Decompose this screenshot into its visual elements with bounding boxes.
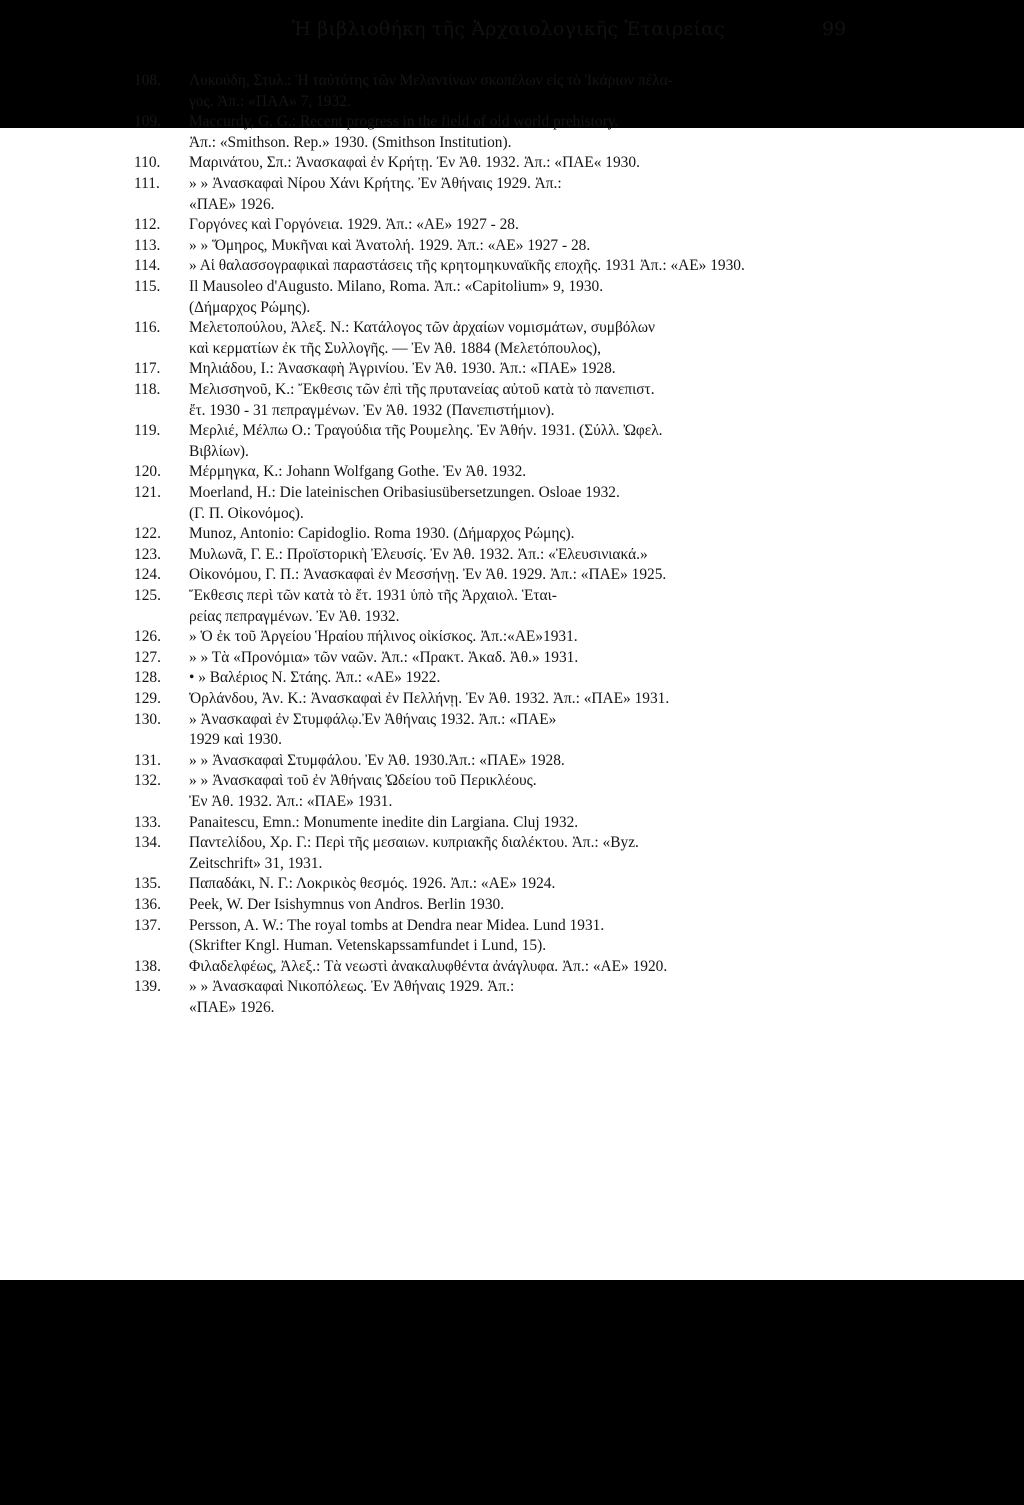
entry-line: «ΠΑΕ» 1926. <box>189 195 275 213</box>
entry-line: Βιβλίων). <box>189 442 249 460</box>
entry-number: 114. <box>134 257 161 275</box>
entry-text <box>189 524 889 545</box>
entry-line: Οἰκονόμου, Γ. Π.: Ἀνασκαφαὶ ἐν Μεσσήνῃ. Ἐν Ἀθ. 1929. Ἀπ.: «ΠΑΕ» 1925. <box>189 566 667 584</box>
entry-text <box>189 565 889 586</box>
entry-number: 129. <box>134 690 161 707</box>
entry-text <box>189 771 889 812</box>
entry-text <box>189 71 889 112</box>
entry-line: Μέρμηγκα, Κ.: Johann Wolfgang Gothe. Ἐν Ἀθ. 1932. <box>189 463 527 481</box>
entry-number: 139. <box>134 978 161 996</box>
entry-line: Μυλωνᾶ, Γ. Ε.: Προϊστορικὴ Ἐλευσίς. Ἐν Ἀθ. 1932. Ἀπ.: «Ἐλευσινιακά.» <box>189 545 648 563</box>
entry-text <box>189 895 889 916</box>
entry-line: Μελισσηνοῦ, Κ.: Ἔκθεσις τῶν ἐπὶ τῆς πρυτανείας αὐτοῦ κατὰ τὸ πανεπιστ. <box>189 381 655 398</box>
entry-line: Ἔκθεσις περὶ τῶν κατὰ τὸ ἔτ. 1931 ὑπὸ τῆς Ἀρχαιολ. Ἑται- <box>189 587 557 604</box>
entry-line: Μηλιάδου, Ι.: Ἀνασκαφὴ Ἀγρινίου. Ἐν Ἀθ. 1930. Ἀπ.: «ΠΑΕ» 1928. <box>189 360 616 378</box>
entry-number: 121. <box>134 484 161 501</box>
entry-text <box>189 421 889 462</box>
entry-line: » » Ἀνασκαφαὶ Νίρου Χάνι Κρήτης. Ἐν Ἀθήναις 1929. Ἀπ.: <box>189 175 562 192</box>
entry-text <box>189 112 889 153</box>
entry-line: Φιλαδελφέως, Ἀλεξ.: Τὰ νεωστὶ ἀνακαλυφθέντα ἀνάγλυφα. Ἀπ.: «ΑΕ» 1920. <box>189 957 668 975</box>
entry-number: 132. <box>134 772 161 790</box>
entry-number: 125. <box>134 587 161 604</box>
entry-number: 108. <box>134 72 161 89</box>
entry-text <box>189 689 889 710</box>
entry-text <box>189 833 889 874</box>
entry-number: 118. <box>134 381 161 398</box>
entry-line: ἔτ. 1930 - 31 πεπραγμένων. Ἐν Ἀθ. 1932 (Πανεπιστήμιον). <box>189 401 555 419</box>
entry-number: 127. <box>134 648 161 666</box>
page-header <box>0 18 1024 48</box>
entry-line: Μελετοπούλου, Ἀλεξ. Ν.: Κατάλογος τῶν ἀρχαίων νομισμάτων, συμβόλων <box>189 319 656 337</box>
entry-line: (Δήμαρχος Ρώμης). <box>189 298 311 316</box>
entry-line: καὶ κερματίων ἐκ τῆς Συλλογῆς. — Ἐν Ἀθ. 1884 (Μελετόπουλος), <box>189 339 601 357</box>
entry-text <box>189 174 889 215</box>
entry-line: » » Ἀνασκαφαὶ Νικοπόλεως. Ἐν Ἀθήναις 1929. Ἀπ.: <box>189 978 515 996</box>
entry-text <box>189 648 889 669</box>
entry-number: 123. <box>134 545 161 563</box>
entry-text <box>189 627 889 648</box>
entry-number: 119. <box>134 422 161 440</box>
entry-line: (Skrifter Kngl. Human. Vetenskapssamfundet i Lund, 15). <box>189 937 547 955</box>
entry-text <box>189 462 889 483</box>
entry-number: 110. <box>134 154 161 172</box>
entry-text <box>189 545 889 566</box>
entry-text <box>189 318 889 359</box>
entry-number: 133. <box>134 813 161 831</box>
entry-line: Il Mausoleo d'Augusto. Milano, Roma. Ἀπ.: «Capitolium» 9, 1930. <box>189 278 604 295</box>
entry-number: 117. <box>134 360 161 378</box>
entry-line: Persson, A. W.: The royal tombs at Dendra near Midea. Lund 1931. <box>189 916 605 934</box>
entry-line: Munoz, Antonio: Capidoglio. Roma 1930. (Δήμαρχος Ρώμης). <box>189 525 575 543</box>
entry-line: Zeitschrift» 31, 1931. <box>189 854 323 872</box>
entry-line: Moerland, H.: Die lateinischen Oribasiusübersetzungen. Osloae 1932. <box>189 484 620 501</box>
entry-text <box>189 957 889 978</box>
entry-text <box>189 236 889 257</box>
entry-number: 115. <box>134 278 161 295</box>
entry-text <box>189 668 889 689</box>
entry-line: 1929 καὶ 1930. <box>189 731 282 749</box>
entry-line: Peek, W. Der Isishymnus von Andros. Berlin 1930. <box>189 896 505 913</box>
entry-number: 131. <box>134 751 161 769</box>
entry-line: Μαρινάτου, Σπ.: Ἀνασκαφαὶ ἐν Κρήτῃ. Ἐν Ἀθ. 1932. Ἀπ.: «ΠΑΕ« 1930. <box>189 154 640 172</box>
running-title: Ἡ βιβλιοθήκη τῆς Ἀρχαιολογικῆς Ἑταιρείας <box>292 18 725 40</box>
entry-number: 126. <box>134 628 161 646</box>
entry-number: 135. <box>134 875 161 893</box>
entry-text <box>189 874 889 895</box>
entry-line: » Αἱ θαλασσογραφικαὶ παραστάσεις τῆς κρητομηκυναϊκῆς εποχῆς. 1931 Ἀπ.: «ΑΕ» 1930. <box>189 257 745 275</box>
entry-line: » » Τὰ «Προνόμια» τῶν ναῶν. Ἀπ.: «Πρακτ. Ἀκαδ. Ἀθ.» 1931. <box>189 648 579 666</box>
entry-text <box>189 153 889 174</box>
entry-number: 130. <box>134 710 161 728</box>
entry-number: 120. <box>134 463 161 481</box>
entry-line: γος. Ἀπ.: «ΠΑΑ» 7, 1932. <box>189 92 351 110</box>
entry-line: Παπαδάκι, Ν. Γ.: Λοκρικὸς θεσμός. 1926. Ἀπ.: «ΑΕ» 1924. <box>189 875 556 893</box>
page-number: 99 <box>822 18 847 40</box>
entry-line: «ΠΑΕ» 1926. <box>189 998 275 1016</box>
entry-text <box>189 916 889 957</box>
entry-number: 111. <box>134 175 160 192</box>
entry-number: 109. <box>134 113 161 131</box>
entry-line: Παντελίδου, Χρ. Γ.: Περὶ τῆς μεσαιων. κυπριακῆς διαλέκτου. Ἀπ.: «Byz. <box>189 834 639 852</box>
entry-line: Λυκούδη, Στυλ.: Ἡ ταὐτότης τῶν Μελαντίνων σκοπέλων εἰς τὸ Ἰκάριον πέλα- <box>189 72 673 89</box>
entry-number: 112. <box>134 216 161 234</box>
entry-number: 138. <box>134 957 161 975</box>
entry-text <box>189 813 889 834</box>
entry-line: » » Ὅμηρος, Μυκῆναι καὶ Ἀνατολή. 1929. Ἀπ.: «ΑΕ» 1927 - 28. <box>189 236 591 254</box>
entry-text <box>189 215 889 236</box>
entry-line: » Ἀνασκαφαὶ ἐν Στυμφάλῳ.Ἐν Ἀθήναις 1932. Ἀπ.: «ΠΑΕ» <box>189 710 557 728</box>
entry-number: 122. <box>134 525 161 543</box>
entry-line: Ὀρλάνδου, Ἀν. Κ.: Ἀνασκαφαὶ ἐν Πελλήνῃ. Ἐν Ἀθ. 1932. Ἀπ.: «ΠΑΕ» 1931. <box>189 690 670 707</box>
entry-line: Ἀπ.: «Smithson. Rep.» 1930. (Smithson Institution). <box>189 133 512 151</box>
entry-number: 113. <box>134 236 161 254</box>
entry-line: » Ὁ ἐκ τοῦ Ἀργείου Ἡραίου πήλινος οἰκίσκος. Ἀπ.:«ΑΕ»1931. <box>189 628 578 646</box>
entry-text <box>189 483 889 524</box>
entry-line: ρείας πεπραγμένων. Ἐν Ἀθ. 1932. <box>189 607 400 625</box>
entry-line: Γοργόνες καὶ Γοργόνεια. 1929. Ἀπ.: «ΑΕ» 1927 - 28. <box>189 216 519 234</box>
entry-number: 116. <box>134 319 161 337</box>
entry-text <box>189 380 889 421</box>
entry-line: Panaitescu, Emn.: Monumente inedite din Largiana. Cluj 1932. <box>189 813 579 831</box>
entry-text <box>189 710 889 751</box>
entry-number: 128. <box>134 669 161 687</box>
entry-line: Maccurdy, G. G.: Recent progress in the field of old world prehistory. <box>189 113 619 131</box>
entry-line: » » Ἀνασκαφαὶ Στυμφάλου. Ἐν Ἀθ. 1930.Ἀπ.: «ΠΑΕ» 1928. <box>189 751 565 769</box>
entry-text <box>189 977 889 1018</box>
entry-text <box>189 359 889 380</box>
entry-line: • » Βαλέριος Ν. Στάης. Ἀπ.: «ΑΕ» 1922. <box>189 669 441 687</box>
entry-number: 136. <box>134 896 161 913</box>
entry-line: (Γ. Π. Οἰκονόμος). <box>189 504 304 522</box>
entry-text <box>189 751 889 772</box>
entry-line: » » Ἀνασκαφαὶ τοῦ ἐν Ἀθήναις Ὠδείου τοῦ Περικλέους. <box>189 772 537 790</box>
entry-text <box>189 586 889 627</box>
entry-line: Ἐν Ἀθ. 1932. Ἀπ.: «ΠΑΕ» 1931. <box>189 792 393 810</box>
entry-line: Μερλιέ, Μέλπω Ο.: Τραγούδια τῆς Ρουμελης. Ἐν Ἀθήν. 1931. (Σύλλ. Ὠφελ. <box>189 422 663 440</box>
entry-number: 134. <box>134 834 161 852</box>
entry-text <box>189 277 889 318</box>
entry-number: 137. <box>134 916 161 934</box>
entry-text <box>189 256 889 277</box>
entry-number: 124. <box>134 566 161 584</box>
